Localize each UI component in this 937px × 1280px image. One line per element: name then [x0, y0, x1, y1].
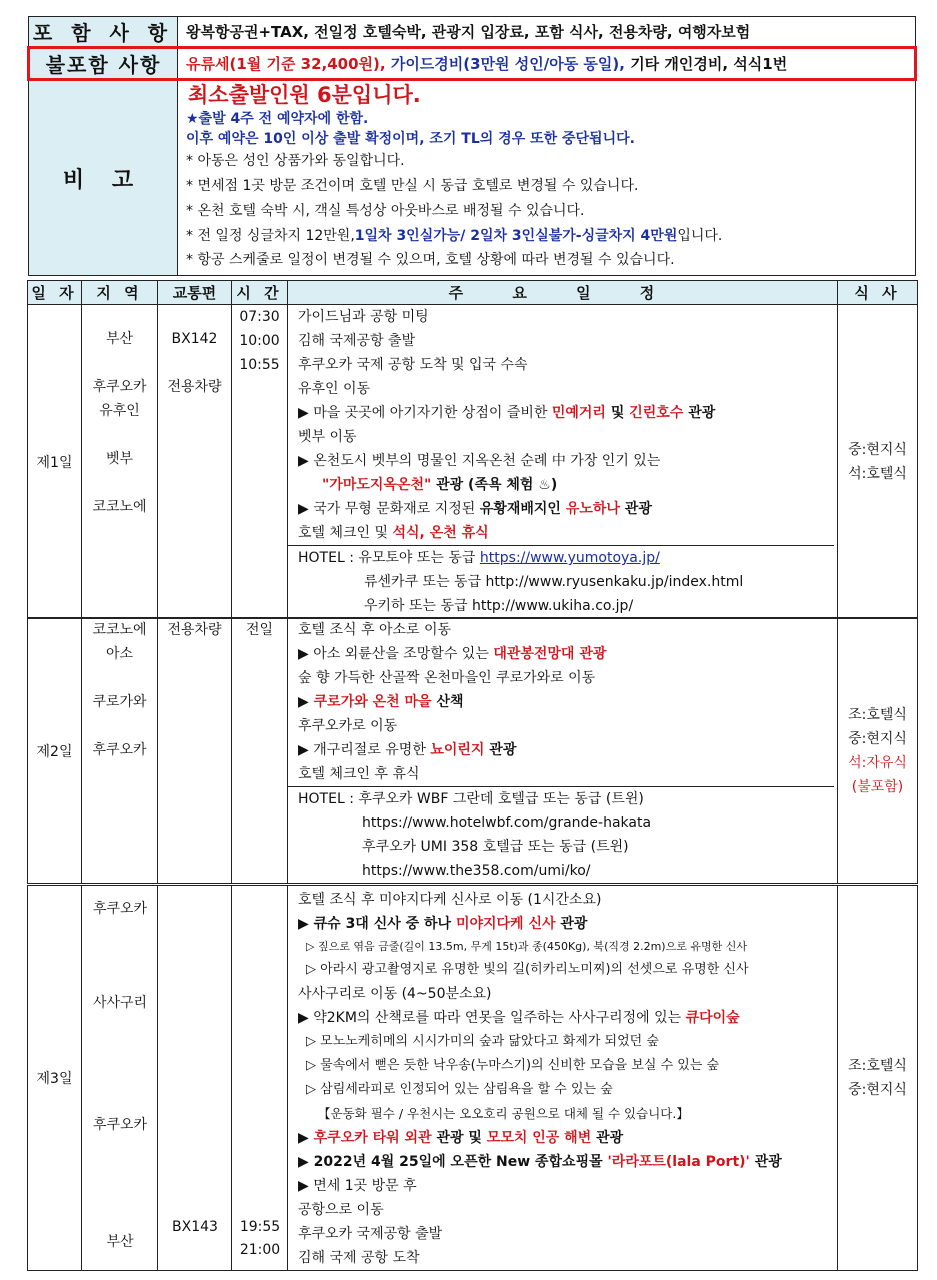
day1-region: [82, 423, 157, 447]
hotel-line: 후쿠오카 UMI 358 호텔급 또는 동급 (트윈): [362, 839, 629, 855]
day3-schedule: [288, 886, 838, 1271]
highlight: 큐다이숲: [685, 1010, 740, 1026]
day1-region: 유후인: [99, 403, 140, 419]
day1-item: [298, 521, 837, 545]
header-transport: 교통편: [158, 281, 232, 305]
notes-blue-1: ★출발 4주 전 예약자에 한함.: [186, 111, 369, 127]
hotel-line: 류센카쿠 또는 동급 http://www.ryusenkaku.jp/index.html: [364, 574, 744, 590]
day1-regions: [82, 305, 158, 619]
highlight: 후쿠오카 타워 외관: [313, 1130, 432, 1146]
hotel-line: [298, 546, 834, 570]
text: 관광: [683, 405, 716, 421]
day1-hotel: [288, 545, 834, 618]
day3-item: [298, 1126, 837, 1150]
highlight: 미야지다케 신사: [455, 916, 556, 932]
hotel-link[interactable]: https://www.yumotoya.jp/: [479, 550, 660, 566]
meal: 석:호텔식: [848, 465, 907, 482]
day3-item: ▷ 아라시 광고촬영지로 유명한 빛의 길(히카리노미찌)의 선셋으로 유명한 신사: [306, 962, 749, 977]
day2-item: [298, 690, 837, 714]
day1-meals: [838, 305, 918, 619]
day2-region: 아소: [105, 646, 134, 662]
meal: 조:호텔식: [848, 706, 907, 723]
day2-meals: [838, 618, 918, 884]
text: ▶ 2022년 4월 25일에 오픈한 New 종합쇼핑몰: [298, 1154, 608, 1170]
day3-item: [298, 912, 837, 936]
text: 관광: [484, 742, 517, 758]
text: ▶ 아소 외륜산을 조망할수 있는: [298, 646, 494, 662]
info-box: [27, 16, 917, 276]
text: 호텔 체크인 및: [298, 525, 393, 541]
meal: 석:자유식: [848, 754, 907, 771]
day2-item: 후쿠오카로 이동: [298, 718, 398, 734]
day1-time: 07:30: [239, 309, 280, 325]
text: ▶: [298, 1130, 314, 1146]
day3-label: 제3일: [28, 886, 82, 1271]
day1-transport-item: [158, 351, 231, 375]
day3-region: 사사구리: [92, 995, 148, 1011]
highlight: 쿠로가와 온천 마을: [313, 694, 432, 710]
day3-regions: [82, 886, 158, 1271]
excluded-fuel: 유류세(1월 기준 32,400원),: [186, 55, 391, 73]
day3-item: 공항으로 이동: [298, 1202, 384, 1218]
header-schedule: 주 요 일 정: [288, 281, 838, 305]
day1-item: 가이드님과 공항 미팅: [298, 309, 429, 325]
note-4: [186, 224, 915, 249]
day2-region: [82, 714, 157, 738]
highlight: 대관봉전망대 관광: [493, 646, 607, 662]
day2-transport-item: 전용차량: [167, 622, 222, 638]
day1-region: 벳부: [105, 451, 134, 467]
note-5: * 항공 스케줄로 일정이 변경될 수 있으며, 호텔 상황에 따라 변경될 수 있습니다.: [186, 252, 675, 268]
day1-item: 후쿠오카 국제 공항 도착 및 입국 수속: [298, 357, 528, 373]
day3-region: 후쿠오카: [92, 901, 148, 917]
day3-item: 김해 국제 공항 도착: [298, 1250, 420, 1266]
note-4-c: 입니다.: [677, 228, 723, 244]
note-2: * 면세점 1곳 방문 조건이며 호텔 만실 시 동급 호텔로 변경될 수 있습니다.: [186, 178, 639, 194]
day3-table: [27, 885, 918, 1271]
day3-item: ▶ 면세 1곳 방문 후: [298, 1178, 417, 1194]
header-day: 일 자: [28, 281, 82, 305]
day1-table: [27, 280, 918, 619]
highlight: 유노하나: [565, 501, 620, 517]
day1-item: [298, 401, 837, 425]
day1-item: [298, 473, 837, 497]
day2-regions: [82, 618, 158, 884]
day2-item: [298, 738, 837, 762]
day3-item: ▷ 물속에서 뻗은 듯한 낙우송(누마스기)의 신비한 모습을 보실 수 있는 숲: [306, 1058, 720, 1073]
day1-time: 10:00: [239, 333, 280, 349]
day1-label: 제1일: [28, 305, 82, 619]
day3-item: ▷ 모노노케히메의 시시가미의 숲과 닮았다고 화제가 되었던 숲: [306, 1034, 659, 1049]
text: ▶ 큐슈 3대 신사 중 하나: [298, 916, 456, 932]
included-text: 왕복항공권+TAX, 전일정 호텔숙박, 관광지 입장료, 포함 식사, 전용차량, 여행자보험: [178, 17, 916, 48]
day1-transport: [158, 305, 232, 619]
day2-time: [232, 618, 288, 884]
day2-item: 호텔 조식 후 아소로 이동: [298, 622, 452, 638]
meal: (불포함): [851, 778, 904, 795]
note-4-b: 1일차 3인실가능/ 2일차 3인실불가-싱글차지 4만원: [354, 228, 678, 244]
text: HOTEL : 유모토야 또는 동급: [298, 550, 480, 566]
day2-item: 호텔 체크인 후 휴식: [298, 766, 420, 782]
day2-time-item: 전일: [245, 622, 274, 638]
day2-label: 제2일: [28, 618, 82, 884]
highlight: 뇨이린지: [430, 742, 485, 758]
day3-block: [27, 885, 917, 1271]
day1-block: [27, 280, 917, 619]
day1-item: 벳부 이동: [298, 429, 357, 445]
excluded-rest: 기타 개인경비, 석식1번: [624, 55, 788, 73]
day1-item: 유후인 이동: [298, 381, 371, 397]
note-3: * 온천 호텔 숙박 시, 객실 특성상 아웃바스로 배정될 수 있습니다.: [186, 203, 585, 219]
meal: 중:현지식: [848, 1082, 907, 1098]
highlight: 석식, 온천 휴식: [392, 525, 489, 541]
day2-hotel: [288, 786, 834, 883]
excluded-guide: 가이드경비(3만원 성인/아동 동일),: [390, 55, 625, 73]
day3-transport-item: BX143: [172, 1219, 218, 1235]
day3-item: 【운동화 필수 / 우천시는 오오호리 공원으로 대체 될 수 있습니다.】: [318, 1106, 689, 1121]
text: 관광: [591, 1130, 624, 1146]
text: 관광: [555, 916, 588, 932]
day2-region: 코코노에: [92, 622, 147, 638]
excluded-cell: [178, 48, 916, 80]
day1-region: [82, 471, 157, 495]
day3-item: [298, 1150, 837, 1174]
day1-schedule: [288, 305, 838, 619]
day1-transport-item: 전용차량: [167, 379, 222, 395]
day2-item: [298, 642, 837, 666]
day3-time: 19:55: [239, 1219, 281, 1235]
notes-label: 비 고: [29, 80, 178, 276]
day1-times: [232, 305, 288, 619]
text: 관광 (족욕 체험 ♨): [431, 477, 558, 493]
day2-schedule: [288, 618, 838, 884]
day3-time: 21:00: [239, 1242, 281, 1258]
day1-region: [82, 351, 157, 375]
meal: 중:현지식: [848, 441, 907, 458]
highlight: 모모치 인공 해변: [486, 1130, 592, 1146]
highlight: "가마도지옥온천": [322, 477, 432, 493]
text: ▶ 개구리절로 유명한: [298, 742, 431, 758]
hotel-line: 우키하 또는 동급 http://www.ukiha.co.jp/: [364, 598, 634, 614]
day2-item: 숲 향 가득한 산골짝 온천마을인 쿠로가와로 이동: [298, 670, 596, 686]
day2-table: [27, 617, 918, 884]
day3-item: ▷ 삼림세라피로 인정되어 있는 삼림욕을 할 수 있는 숲: [306, 1082, 613, 1097]
text: ▶ 마을 곳곳에 아기자기한 상점이 즐비한: [298, 405, 552, 421]
day1-region: 후쿠오카: [92, 379, 147, 395]
excluded-label: 불포함 사항: [29, 48, 178, 80]
day3-item: ▷ 짚으로 엮음 금줄(길이 13.5m, 무게 15t)과 종(450Kg), 북(직경 2.2m)으로 유명한 신사: [306, 940, 747, 953]
day2-block: [27, 617, 917, 884]
text: ▶ 약2KM의 산책로를 따라 연못을 일주하는 사사구리정에 있는: [298, 1010, 686, 1026]
day3-item: 사사구리로 이동 (4~50분소요): [298, 986, 492, 1002]
hotel-line: https://www.the358.com/umi/ko/: [362, 863, 591, 879]
header-meal: 식 사: [838, 281, 918, 305]
day2-region: [82, 666, 157, 690]
meal: 중:현지식: [848, 730, 907, 747]
header-time: 시 간: [232, 281, 288, 305]
day3-meals: [838, 886, 918, 1271]
day2-region: 쿠로가와: [92, 694, 147, 710]
day2-region: 후쿠오카: [92, 742, 147, 758]
text: 유황재배지인: [479, 501, 566, 517]
text: 관광: [619, 501, 652, 517]
day3-times: [232, 886, 288, 1271]
hotel-line: https://www.hotelwbf.com/grande-hakata: [362, 815, 652, 831]
day1-item: 김해 국제공항 출발: [298, 333, 416, 349]
day2-transport: [158, 618, 232, 884]
day3-transport: [158, 886, 232, 1271]
highlight: 민예거리: [551, 405, 606, 421]
note-1: * 아동은 성인 상품가와 동일합니다.: [186, 153, 405, 169]
text: ▶ 국가 무형 문화재로 지정된: [298, 501, 480, 517]
day1-region: 부산: [105, 331, 134, 347]
highlight: '라라포트(lala Port)': [607, 1154, 750, 1170]
hotel-line: HOTEL : 후쿠오카 WBF 그란데 호텔급 또는 동급 (트윈): [298, 791, 644, 807]
highlight: 긴린호수: [629, 405, 684, 421]
day1-transport-item: BX142: [171, 331, 218, 347]
header-region: 지 역: [82, 281, 158, 305]
meal: 조:호텔식: [848, 1058, 907, 1074]
info-table: [27, 16, 917, 276]
day3-item: 후쿠오카 국제공항 출발: [298, 1226, 443, 1242]
notes-blue-2: 이후 예약은 10인 이상 출발 확정이며, 조기 TL의 경우 또한 중단됩니다.: [186, 131, 635, 147]
note-4-a: * 전 일정 싱글차지 12만원,: [186, 228, 355, 244]
day3-region: 후쿠오카: [92, 1117, 148, 1133]
day3-region: 부산: [106, 1234, 134, 1250]
included-label: 포 함 사 항: [29, 17, 178, 48]
notes-cell: [178, 80, 916, 276]
day3-item: [298, 1006, 837, 1030]
day1-item: ▶ 온천도시 벳부의 명물인 지옥온천 순례 中 가장 인기 있는: [298, 453, 661, 469]
text: 관광 및: [431, 1130, 487, 1146]
day1-region: 코코노에: [92, 499, 147, 515]
day1-time: 10:55: [239, 357, 280, 373]
text: 및: [605, 405, 630, 421]
text: 관광: [749, 1154, 782, 1170]
text: ▶: [298, 694, 314, 710]
day1-item: [298, 497, 837, 521]
notes-title: 최소출발인원 6분입니다.: [188, 83, 421, 107]
day3-item: 호텔 조식 후 미야지다케 신사로 이동 (1시간소요): [298, 892, 602, 908]
text: 산책: [431, 694, 464, 710]
